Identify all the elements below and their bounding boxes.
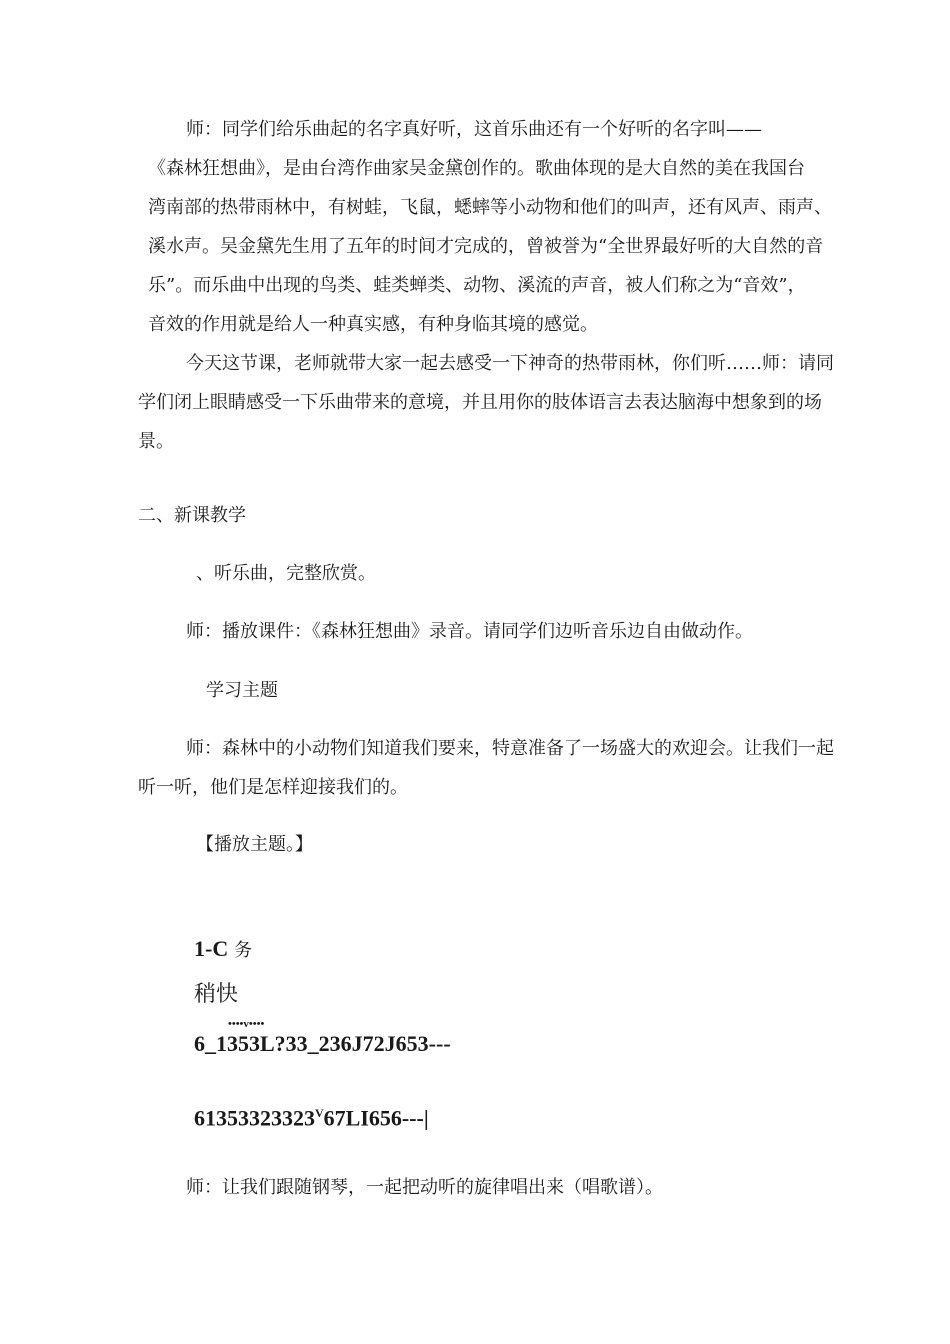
para1-line1: 师：同学们给乐曲起的名字真好听，这首乐曲还有一个好听的名字叫—— [186, 119, 762, 140]
para2-line2: 学们闭上眼睛感受一下乐曲带来的意境，并且用你的肢体语言去表达脑海中想象到的场 [138, 392, 822, 413]
para1-line6: 音效的作用就是给人一种真实感，有种身临其境的感觉。 [148, 314, 598, 335]
para3: 师：播放课件：《森林狂想曲》录音。请同学们边听音乐边自由做动作。 [186, 621, 753, 642]
score-tempo: 稍快 [194, 982, 239, 1007]
score-key-suffix: 务 [233, 940, 252, 961]
score-line2-sup: V [315, 1106, 324, 1120]
para2-line1: 今天这节课，老师就带大家一起去感受一下神奇的热带雨林，你们听……师：请同 [186, 353, 834, 374]
play-note: 【播放主题。】 [196, 834, 313, 855]
score-key [194, 937, 252, 963]
score-line1: 6_1353L?33_236J72J653--- [194, 1031, 451, 1056]
para4-line1: 师：森林中的小动物们知道我们要来，特意准备了一场盛大的欢迎会。让我们一起 [186, 738, 834, 759]
score-line2 [194, 1099, 429, 1132]
score-line2-main: 61353323323 [194, 1105, 315, 1131]
section-heading: 二、新课教学 [138, 505, 246, 526]
para2-line3: 景。 [138, 431, 174, 452]
score-key-label: 1-C [194, 936, 229, 961]
para1-line4: 溪水声。吴金黛先生用了五年的时间才完成的，曾被誉为“全世界最好听的大自然的音 [148, 236, 824, 257]
para1-line2: 《森林狂想曲》，是由台湾作曲家吴金黛创作的。歌曲体现的是大自然的美在我国台 [148, 158, 805, 179]
para4-line2: 听一听，他们是怎样迎接我们的。 [138, 777, 408, 798]
para1-line3: 湾南部的热带雨林中，有树蛙，飞鼠，蟋蟀等小动物和他们的叫声，还有风声、雨声、 [148, 197, 832, 218]
score-line2-rest: 67LI656---| [323, 1105, 429, 1131]
score-marks-above: ••••v•••• [228, 1018, 265, 1030]
step-1: 、听乐曲，完整欣赏。 [196, 563, 376, 584]
theme-heading: 学习主题 [206, 680, 278, 701]
para1-line5: 乐”。而乐曲中出现的鸟类、蛙类蝉类、动物、溪流的声音，被人们称之为“音效”， [148, 275, 806, 296]
para5: 师：让我们跟随钢琴，一起把动听的旋律唱出来（唱歌谱）。 [186, 1177, 663, 1198]
